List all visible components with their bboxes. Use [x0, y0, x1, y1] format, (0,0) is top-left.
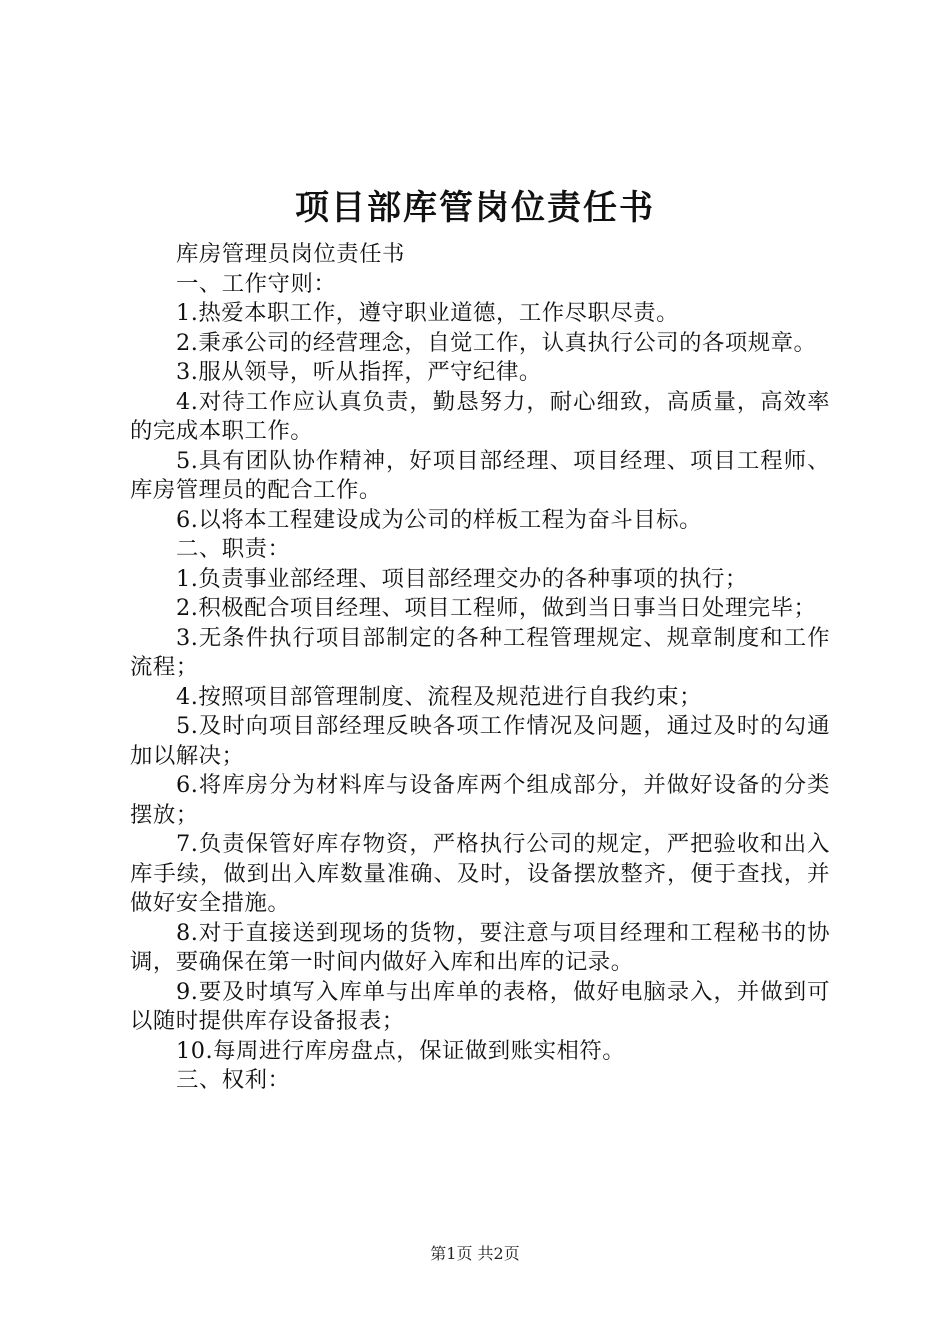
- document-title: 项目部库管岗位责任书: [295, 188, 655, 228]
- duty-item-7: 7.负责保管好库存物资，严格执行公司的规定，严把验收和出入库手续，做到出入库数量准确、及时，设备摆放整齐，便于查找，并做好安全措施。: [130, 831, 830, 916]
- duty-item-1: 1.负责事业部经理、项目部经理交办的各种事项的执行；: [176, 565, 748, 592]
- rule-item-5: 5.具有团队协作精神，好项目部经理、项目经理、项目工程师、库房管理员的配合工作。: [130, 447, 830, 503]
- duty-item-2: 2.积极配合项目经理、项目工程师，做到当日事当日处理完毕；: [176, 595, 817, 621]
- duty-item-10: 10.每周进行库房盘点，保证做到账实相符。: [176, 1037, 626, 1064]
- subtitle-paragraph: 库房管理员岗位责任书: [176, 241, 405, 267]
- duty-item-6: 6.将库房分为材料库与设备库两个组成部分，并做好设备的分类摆放；: [130, 772, 830, 828]
- rule-item-6: 6.以将本工程建设成为公司的样板工程为奋斗目标。: [176, 506, 702, 533]
- rule-item-4: 4.对待工作应认真负责，勤恳努力，耐心细致，高质量，高效率的完成本职工作。: [130, 388, 830, 444]
- duty-item-4: 4.按照项目部管理制度、流程及规范进行自我约束；: [176, 683, 702, 710]
- page-footer: 第1页 共2页: [430, 1244, 520, 1263]
- duty-item-5: 5.及时向项目部经理反映各项工作情况及问题，通过及时的勾通加以解决；: [130, 713, 830, 769]
- duty-item-3: 3.无条件执行项目部制定的各种工程管理规定、规章制度和工作流程；: [130, 624, 830, 680]
- duty-item-9: 9.要及时填写入库单与出库单的表格，做好电脑录入，并做到可以随时提供库存设备报表；: [130, 978, 830, 1034]
- section-heading-duties: 二、职责：: [176, 536, 291, 562]
- section-heading-work-rules: 一、工作守则：: [176, 270, 337, 297]
- rule-item-3: 3.服从领导，听从指挥，严守纪律。: [176, 359, 542, 385]
- document-body: [130, 240, 830, 1096]
- rule-item-2: 2.秉承公司的经营理念，自觉工作，认真执行公司的各项规章。: [176, 329, 817, 356]
- rule-item-1: 1.热爱本职工作，遵守职业道德，工作尽职尽责。: [176, 300, 680, 326]
- duty-item-8: 8.对于直接送到现场的货物，要注意与项目经理和工程秘书的协调，要确保在第一时间内做好入库和出库的记录。: [130, 919, 830, 975]
- section-heading-rights: 三、权利：: [176, 1067, 291, 1093]
